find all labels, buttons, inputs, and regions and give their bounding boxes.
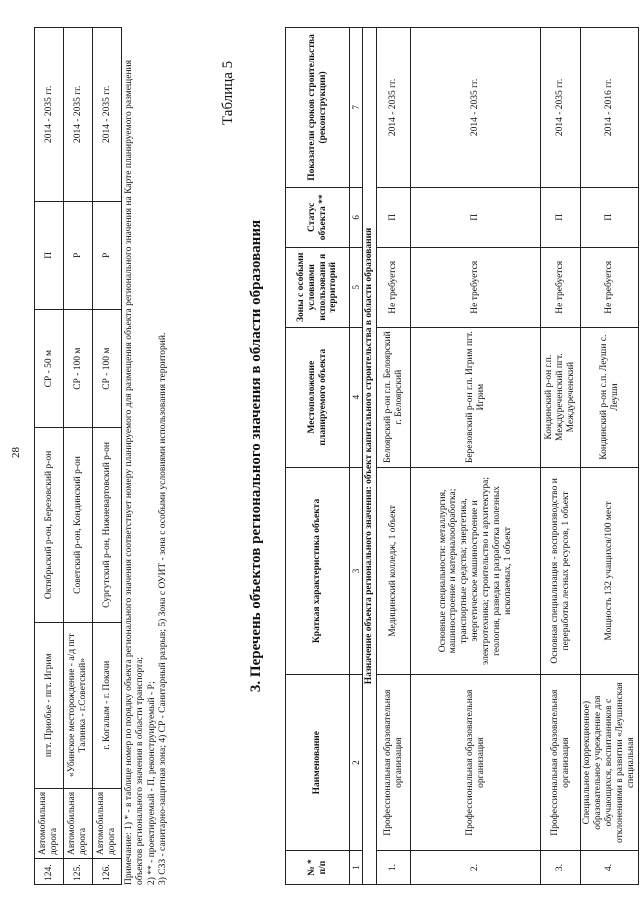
- section-row: [363, 28, 377, 885]
- note-line: 2) ** - проектируемый - П, реконструируемый - Р;: [146, 681, 157, 885]
- education-objects-table: [285, 27, 639, 885]
- object-status: П: [377, 187, 411, 247]
- object-name: пгт. Приобье - пгт. Игрим: [35, 622, 64, 788]
- object-zone: СР - 100 м: [64, 310, 93, 428]
- table-row: [35, 28, 64, 885]
- row-number: 4.: [581, 851, 639, 885]
- object-zone: Не требуется: [411, 247, 541, 327]
- header-location: Местоположение планируемого объекта: [286, 327, 350, 467]
- object-period: 2014 - 2016 гг.: [581, 28, 639, 188]
- object-status: П: [411, 187, 541, 247]
- object-type: Автомобильная дорога: [64, 788, 93, 858]
- column-number-row: [350, 28, 363, 885]
- table-row: [64, 28, 93, 885]
- object-period: 2014 - 2035 гг.: [35, 28, 64, 202]
- table-row: [541, 28, 581, 885]
- object-location: Советский р-он, Кондинский р-он: [64, 428, 93, 622]
- object-location: Кондинский р-он с.п. Леуши с. Леуши: [581, 327, 639, 467]
- column-number: 4: [350, 327, 363, 467]
- column-number: 6: [350, 187, 363, 247]
- object-type: Автомобильная дорога: [35, 788, 64, 858]
- object-status: П: [35, 201, 64, 309]
- header-name: Наименование: [286, 675, 350, 851]
- header-number: № * п/п: [286, 851, 350, 885]
- note-line: 3) СЗЗ - санитарно-защитная зона; 4) СР - Санитарный разрыв; 5) Зона с ОУИТ - зона с особыми условиями использования территорий.: [158, 332, 169, 885]
- row-number: 2.: [411, 851, 541, 885]
- object-status: Р: [93, 201, 122, 309]
- object-zone: СР - 50 м: [35, 310, 64, 428]
- table-row: [93, 28, 122, 885]
- object-status: П: [541, 187, 581, 247]
- object-name: Профессиональная образовательная организация: [541, 675, 581, 851]
- section-title: 3. Перечень объектов регионального значения в области образования: [248, 219, 264, 693]
- note-line: Примечание: 1) * - в таблице номер по порядку объекта регионального значения соответствует номеру планируемого для размещения объекта регионального значения на Карте планируемого размещения объектов регионального значения в области транспорта;: [124, 60, 146, 885]
- row-number: 126.: [93, 859, 122, 885]
- row-number: 124.: [35, 859, 64, 885]
- table-row: [377, 28, 411, 885]
- object-location: Белоярский р-он г.п. Белоярский г. Белоярский: [377, 327, 411, 467]
- object-description: Медицинский колледж, 1 объект: [377, 467, 411, 675]
- object-description: Основные специальности: металлургия, машиностроение и материалообработка; транспортные средства; энергетика, энергетическое машиностроение и электротехника; строительство и архитектура; геология, разведка и разработка полезных ископаемых, 1 объект: [411, 467, 541, 675]
- table-notes: [124, 27, 170, 885]
- object-period: 2014 - 2035 гг.: [377, 28, 411, 188]
- object-description: Мощность 132 учащихся/100 мест: [581, 467, 639, 675]
- object-name: «Убинское месторождение - а/д пгт Талинка - г.Советский»: [64, 622, 93, 788]
- object-location: Сургутский р-он, Нижневартовский р-он: [93, 428, 122, 622]
- object-type: Автомобильная дорога: [93, 788, 122, 858]
- transport-table-continuation: [34, 27, 122, 885]
- object-name: г. Когалым - г. Покачи: [93, 622, 122, 788]
- object-period: 2014 - 2035 гг.: [93, 28, 122, 202]
- row-number: 1.: [377, 851, 411, 885]
- page-number: 28: [10, 447, 22, 458]
- column-number: 3: [350, 467, 363, 675]
- object-description: Основная специализация - воспроизводство и переработка лесных ресурсов, 1 объект: [541, 467, 581, 675]
- object-location: Кондинский р-он г.п. Междуреченский пгт. Междуреченский: [541, 327, 581, 467]
- section-row-label: Назначение объекта регионального значения: объект капитального строительства в области образования: [363, 28, 377, 885]
- object-status: П: [581, 187, 639, 247]
- column-number: 5: [350, 247, 363, 327]
- column-number: 1: [350, 851, 363, 885]
- object-name: Профессиональная образовательная организация: [411, 675, 541, 851]
- header-period: Показатели сроков строительства (реконструкции): [286, 28, 350, 188]
- header-zone: Зоны с особыми условиями использовани я территорий: [286, 247, 350, 327]
- object-location: Октябрьский р-он, Березовский р-он: [35, 428, 64, 622]
- object-status: Р: [64, 201, 93, 309]
- table-label: Таблица 5: [220, 60, 236, 125]
- object-zone: Не требуется: [581, 247, 639, 327]
- header-row: [286, 28, 350, 885]
- object-zone: Не требуется: [377, 247, 411, 327]
- row-number: 3.: [541, 851, 581, 885]
- object-location: Березовский р-он г.п. Игрим пгт. Игрим: [411, 327, 541, 467]
- object-zone: Не требуется: [541, 247, 581, 327]
- object-zone: СР - 100 м: [93, 310, 122, 428]
- table-row: [581, 28, 639, 885]
- header-description: Краткая характеристика объекта: [286, 467, 350, 675]
- object-name: Профессиональная образовательная организация: [377, 675, 411, 851]
- object-period: 2014 - 2035 гг.: [541, 28, 581, 188]
- object-name: Специальное (коррекционное) образовательное учреждение для обучающихся, воспитанников с отклонениями в развитии «Леушинская специальная: [581, 675, 639, 851]
- row-number: 125.: [64, 859, 93, 885]
- column-number: 7: [350, 28, 363, 188]
- object-period: 2014 - 2035 гг.: [411, 28, 541, 188]
- column-number: 2: [350, 675, 363, 851]
- object-period: 2014 - 2035 гг.: [64, 28, 93, 202]
- header-status: Статус объекта **: [286, 187, 350, 247]
- table-row: [411, 28, 541, 885]
